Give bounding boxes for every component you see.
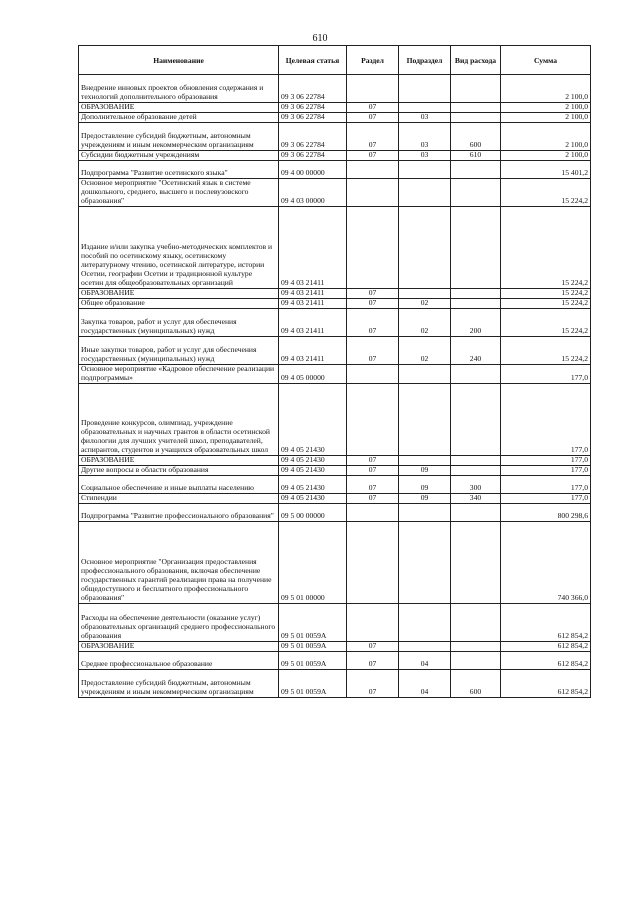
row-expense-type [451,455,501,465]
row-subsection: 02 [399,309,451,337]
row-subsection: 02 [399,299,451,309]
row-name: Дополнительное образование детей [79,113,279,123]
table-row [79,475,591,493]
row-expense-type [451,299,501,309]
row-code: 09 4 05 21430 [279,455,347,465]
row-expense-type: 200 [451,309,501,337]
row-sum: 15 224,2 [501,337,591,365]
row-expense-type [451,289,501,299]
row-code: 09 4 03 21411 [279,289,347,299]
row-name: Подпрограмма "Развитие профессионального образования" [79,503,279,521]
row-sum: 2 100,0 [501,151,591,161]
row-code: 09 5 01 0059А [279,669,347,697]
row-section [347,161,399,179]
header-expense-type: Вид расхода [451,46,501,75]
table-row [79,455,591,465]
row-expense-type [451,113,501,123]
row-expense-type: 600 [451,669,501,697]
row-name: ОБРАЗОВАНИЕ [79,103,279,113]
row-subsection [399,521,451,603]
table-row [79,383,591,455]
row-sum: 740 366,0 [501,521,591,603]
row-name: Основное мероприятие "Осетинский язык в системе дошкольного, среднего, высшего и послевузовского образования" [79,179,279,207]
row-sum: 15 224,2 [501,299,591,309]
row-expense-type [451,75,501,103]
row-code: 09 4 05 00000 [279,365,347,384]
row-expense-type [451,465,501,475]
row-code: 09 4 03 21411 [279,207,347,289]
row-section: 07 [347,103,399,113]
row-sum: 15 224,2 [501,207,591,289]
row-subsection [399,103,451,113]
row-name: Основное мероприятие "Организация предоставления профессионального образования, включая обеспечение государственных гарантий реализации права на получение общедоступного и бесплатного профессионального образования" [79,521,279,603]
row-code: 09 3 06 22784 [279,123,347,151]
row-expense-type [451,521,501,603]
row-subsection [399,289,451,299]
row-expense-type [451,161,501,179]
row-expense-type [451,207,501,289]
table-row [79,207,591,289]
row-name: Социальное обеспечение и иные выплаты населению [79,475,279,493]
row-code: 09 3 06 22784 [279,75,347,103]
row-section: 07 [347,641,399,651]
row-name: Основное мероприятие «Кадровое обеспечение реализации подпрограммы» [79,365,279,384]
row-subsection [399,179,451,207]
row-sum: 2 100,0 [501,103,591,113]
row-section [347,207,399,289]
header-code: Целевая статья [279,46,347,75]
row-name: Стипендии [79,493,279,503]
row-section [347,75,399,103]
table-row [79,309,591,337]
table-row [79,465,591,475]
row-code: 09 3 06 22784 [279,151,347,161]
row-expense-type [451,103,501,113]
header-sum: Сумма [501,46,591,75]
row-section [347,365,399,384]
row-code: 09 5 01 0059А [279,641,347,651]
budget-table [78,45,591,698]
table-row [79,521,591,603]
row-sum: 177,0 [501,465,591,475]
row-expense-type: 600 [451,123,501,151]
row-section: 07 [347,123,399,151]
row-code: 09 3 06 22784 [279,103,347,113]
table-row [79,493,591,503]
row-name: Проведение конкурсов, олимпиад, учреждение образовательных и научных грантов в области осетинской филологии для лучших учителей школ, преподавателей, аспирантов, студентов и учащихся образовательных школ [79,383,279,455]
row-section: 07 [347,669,399,697]
row-subsection: 03 [399,113,451,123]
row-section [347,503,399,521]
table-row [79,337,591,365]
page-number: 610 [312,33,328,44]
table-row [79,365,591,384]
row-code: 09 4 03 21411 [279,309,347,337]
row-name: ОБРАЗОВАНИЕ [79,641,279,651]
row-subsection: 03 [399,151,451,161]
row-expense-type [451,603,501,641]
row-section: 07 [347,309,399,337]
row-name: Издание и/или закупка учебно-методических комплектов и пособий по осетинскому языку, осетинскому литературному чтению, осетинской литературе, истории Осетии, географии Осетии и традиционной культуре осетин для общеобразовательных организаций [79,207,279,289]
row-name: Общее образование [79,299,279,309]
table-row [79,75,591,103]
row-sum: 15 224,2 [501,309,591,337]
row-section: 07 [347,151,399,161]
row-subsection [399,207,451,289]
row-code: 09 4 03 21411 [279,299,347,309]
row-expense-type: 240 [451,337,501,365]
table-row [79,179,591,207]
row-name: ОБРАЗОВАНИЕ [79,289,279,299]
row-expense-type [451,503,501,521]
row-section: 07 [347,651,399,669]
row-name: Предоставление субсидий бюджетным, автономным учреждениям и иным некоммерческим организациям [79,669,279,697]
row-subsection [399,603,451,641]
row-name: Среднее профессиональное образование [79,651,279,669]
row-expense-type [451,641,501,651]
row-sum: 2 100,0 [501,123,591,151]
row-code: 09 4 05 21430 [279,493,347,503]
row-section [347,603,399,641]
table-row [79,669,591,697]
row-expense-type [451,365,501,384]
row-code: 09 4 05 21430 [279,383,347,455]
row-name: Подпрограмма "Развитие осетинского языка" [79,161,279,179]
row-name: ОБРАЗОВАНИЕ [79,455,279,465]
row-name: Субсидии бюджетным учреждениям [79,151,279,161]
row-code: 09 4 05 21430 [279,475,347,493]
table-header-row [79,46,591,75]
row-subsection: 09 [399,465,451,475]
row-subsection [399,641,451,651]
row-subsection: 04 [399,669,451,697]
row-subsection [399,161,451,179]
table-row [79,161,591,179]
table-row [79,103,591,113]
row-name: Другие вопросы в области образования [79,465,279,475]
table-row [79,641,591,651]
row-sum: 612 854,2 [501,669,591,697]
row-section: 07 [347,113,399,123]
row-subsection: 04 [399,651,451,669]
row-sum: 177,0 [501,493,591,503]
row-code: 09 4 03 21411 [279,337,347,365]
row-section: 07 [347,289,399,299]
row-subsection: 09 [399,493,451,503]
row-code: 09 5 00 00000 [279,503,347,521]
table-row [79,299,591,309]
row-subsection [399,365,451,384]
row-sum: 612 854,2 [501,641,591,651]
row-code: 09 5 01 0059А [279,651,347,669]
row-sum: 177,0 [501,475,591,493]
row-sum: 15 401,2 [501,161,591,179]
row-code: 09 4 05 21430 [279,465,347,475]
row-section [347,521,399,603]
table-row [79,503,591,521]
table-row [79,289,591,299]
table-row [79,151,591,161]
row-section: 07 [347,493,399,503]
row-name: Внедрение инновых проектов обновления содержания и технологий дополнительного образования [79,75,279,103]
row-code: 09 4 03 00000 [279,179,347,207]
row-sum: 2 100,0 [501,75,591,103]
row-expense-type [451,179,501,207]
row-section [347,179,399,207]
table-row [79,603,591,641]
row-subsection [399,503,451,521]
row-expense-type [451,651,501,669]
row-expense-type: 340 [451,493,501,503]
header-subsection: Подраздел [399,46,451,75]
row-section: 07 [347,455,399,465]
row-code: 09 3 06 22784 [279,113,347,123]
row-code: 09 4 00 00000 [279,161,347,179]
row-code: 09 5 01 00000 [279,521,347,603]
row-expense-type: 300 [451,475,501,493]
row-sum: 612 854,2 [501,603,591,641]
row-section: 07 [347,465,399,475]
row-subsection: 02 [399,337,451,365]
row-sum: 177,0 [501,383,591,455]
row-subsection: 09 [399,475,451,493]
row-sum: 2 100,0 [501,113,591,123]
row-expense-type [451,383,501,455]
row-subsection [399,75,451,103]
row-sum: 177,0 [501,455,591,465]
row-section: 07 [347,475,399,493]
row-section: 07 [347,337,399,365]
header-section: Раздел [347,46,399,75]
row-subsection [399,455,451,465]
table-row [79,123,591,151]
row-section [347,383,399,455]
row-name: Закупка товаров, работ и услуг для обеспечения государственных (муниципальных) нужд [79,309,279,337]
row-sum: 177,0 [501,365,591,384]
row-subsection: 03 [399,123,451,151]
row-sum: 612 854,2 [501,651,591,669]
table-row [79,651,591,669]
row-sum: 800 298,6 [501,503,591,521]
row-expense-type: 610 [451,151,501,161]
row-sum: 15 224,2 [501,289,591,299]
header-name: Наименование [79,46,279,75]
row-subsection [399,383,451,455]
row-code: 09 5 01 0059А [279,603,347,641]
row-sum: 15 224,2 [501,179,591,207]
row-name: Иные закупки товаров, работ и услуг для обеспечения государственных (муниципальных) нужд [79,337,279,365]
row-name: Предоставление субсидий бюджетным, автономным учреждениям и иным некоммерческим организациям [79,123,279,151]
row-section: 07 [347,299,399,309]
table-row [79,113,591,123]
row-name: Расходы на обеспечение деятельности (оказание услуг) образовательных организаций среднего профессионального образования [79,603,279,641]
